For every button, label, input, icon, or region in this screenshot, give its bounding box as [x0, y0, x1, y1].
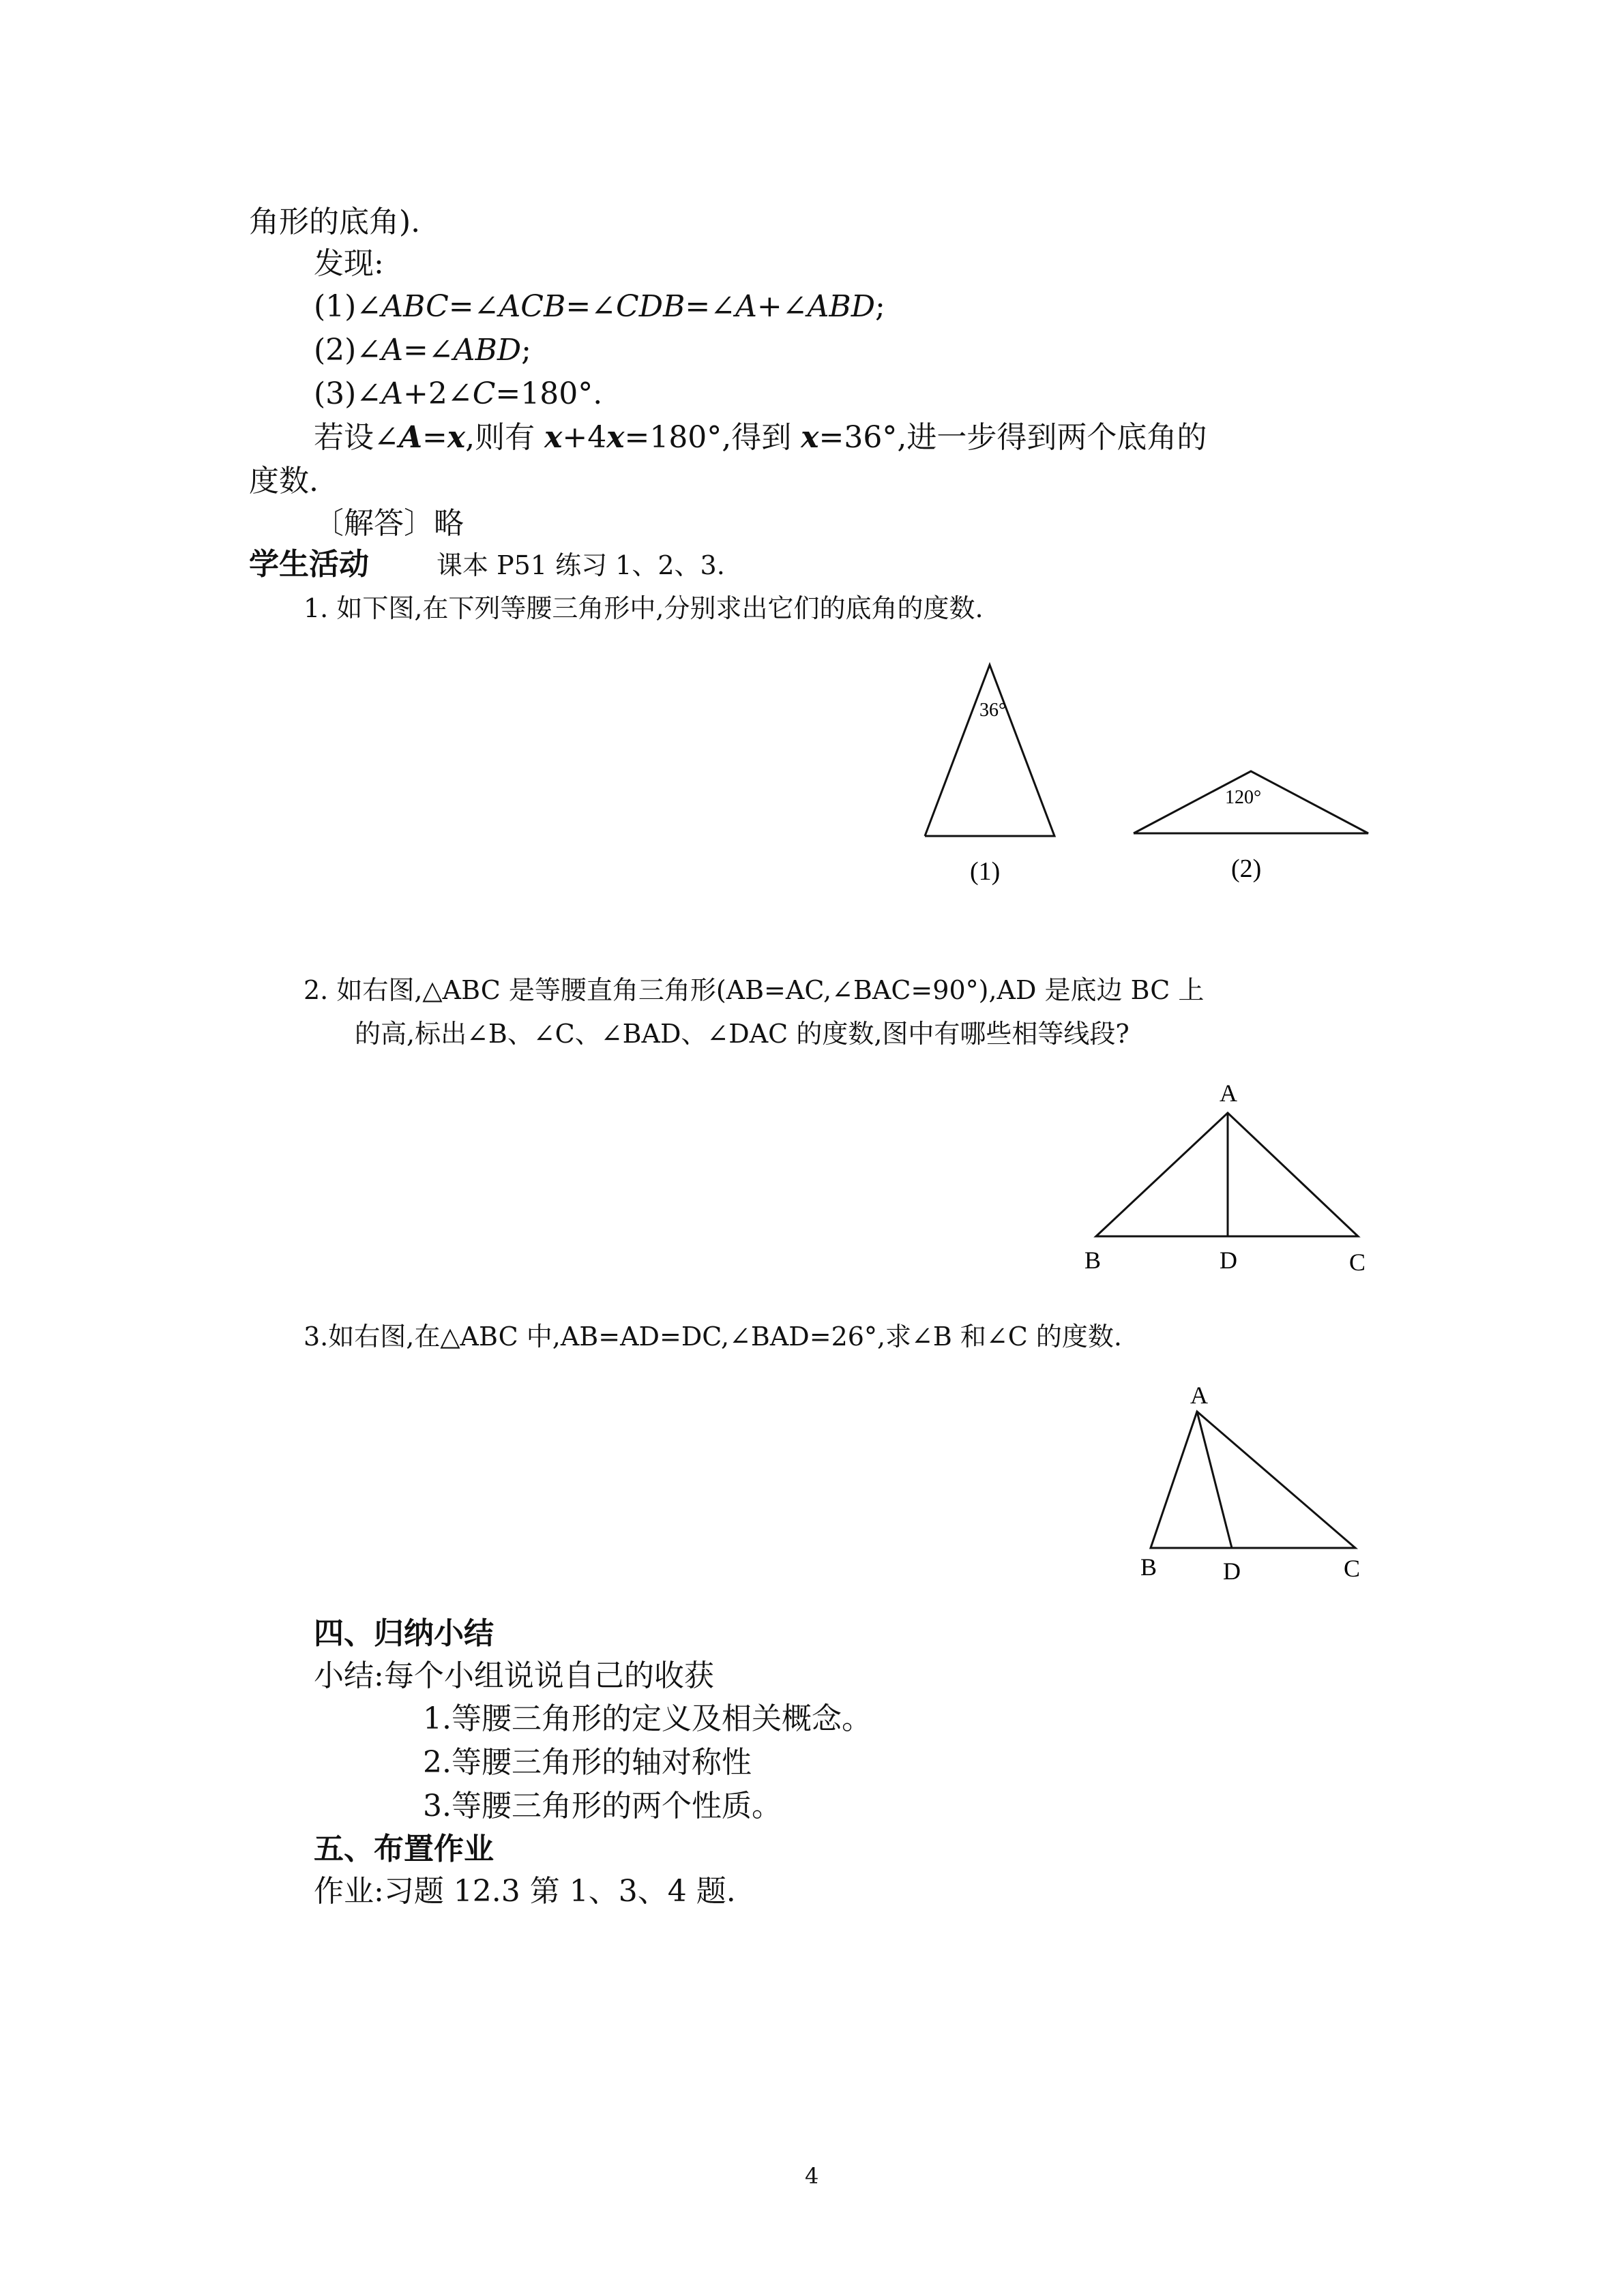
text-discovery-label: 发现:: [314, 246, 384, 281]
discovery-1: (1)∠ABC=∠ACB=∠CDB=∠A+∠ABD;: [314, 289, 885, 324]
vertex-b-label: B: [1084, 1247, 1102, 1274]
discovery-3: (3)∠A+2∠C=180°.: [314, 376, 603, 411]
angle-36-label: 36°: [979, 700, 1007, 721]
summary-item-1: 1.等腰三角形的定义及相关概念。: [423, 1701, 872, 1736]
setup-line-2: 度数.: [249, 464, 319, 498]
vertex-b-label: B: [1140, 1553, 1157, 1581]
vertex-a-label: A: [1220, 1079, 1237, 1107]
homework-line: 作业:习题 12.3 第 1、3、4 题.: [314, 1874, 736, 1909]
question-1: 1. 如下图,在下列等腰三角形中,分别求出它们的底角的度数.: [304, 593, 984, 623]
triangle-1: [925, 665, 1054, 886]
vertex-c-label: C: [1349, 1249, 1366, 1276]
answer-label: 〔解答〕略: [314, 506, 464, 541]
point-d-label: D: [1220, 1247, 1237, 1274]
figure-triangle-abdc: [1125, 1377, 1378, 1589]
activity-heading: 学生活动: [249, 547, 369, 582]
vertex-c-label: C: [1344, 1555, 1361, 1582]
question-2-line-2: 的高,标出∠B、∠C、∠BAD、∠DAC 的度数,图中有哪些相等线段?: [355, 1019, 1130, 1049]
angle-120-label: 120°: [1225, 787, 1262, 808]
setup-line: 若设∠A=x,则有 x+4x=180°,得到 x=36°,进一步得到两个底角的: [314, 420, 1207, 455]
caption-1: (1): [970, 857, 1001, 886]
section-4-heading: 四、归纳小结: [314, 1616, 494, 1651]
activity-intro: 课本 P51 练习 1、2、3.: [437, 550, 725, 580]
page-number: 4: [805, 2163, 819, 2189]
text-line-1: 角形的底角).: [249, 205, 421, 239]
section-5-heading: 五、布置作业: [314, 1832, 494, 1866]
point-d-label: D: [1223, 1557, 1241, 1585]
vertex-a-label: A: [1190, 1382, 1208, 1409]
summary-item-3: 3.等腰三角形的两个性质。: [423, 1789, 782, 1823]
summary-lead: 小结:每个小组说说自己的收获: [314, 1658, 714, 1693]
figure-triangles-1-2: [887, 655, 1405, 900]
triangle-2: [1134, 771, 1368, 883]
question-2-line-1: 2. 如右图,△ABC 是等腰直角三角形(AB=AC,∠BAC=90°),AD 是底边 BC 上: [304, 975, 1205, 1005]
discovery-2: (2)∠A=∠ABD;: [314, 333, 531, 368]
caption-2: (2): [1231, 854, 1262, 883]
summary-item-2: 2.等腰三角形的轴对称性: [423, 1745, 752, 1780]
question-3: 3.如右图,在△ABC 中,AB=AD=DC,∠BAD=26°,求∠B 和∠C 的度数.: [304, 1322, 1122, 1352]
figure-right-isosceles: [1064, 1074, 1378, 1279]
